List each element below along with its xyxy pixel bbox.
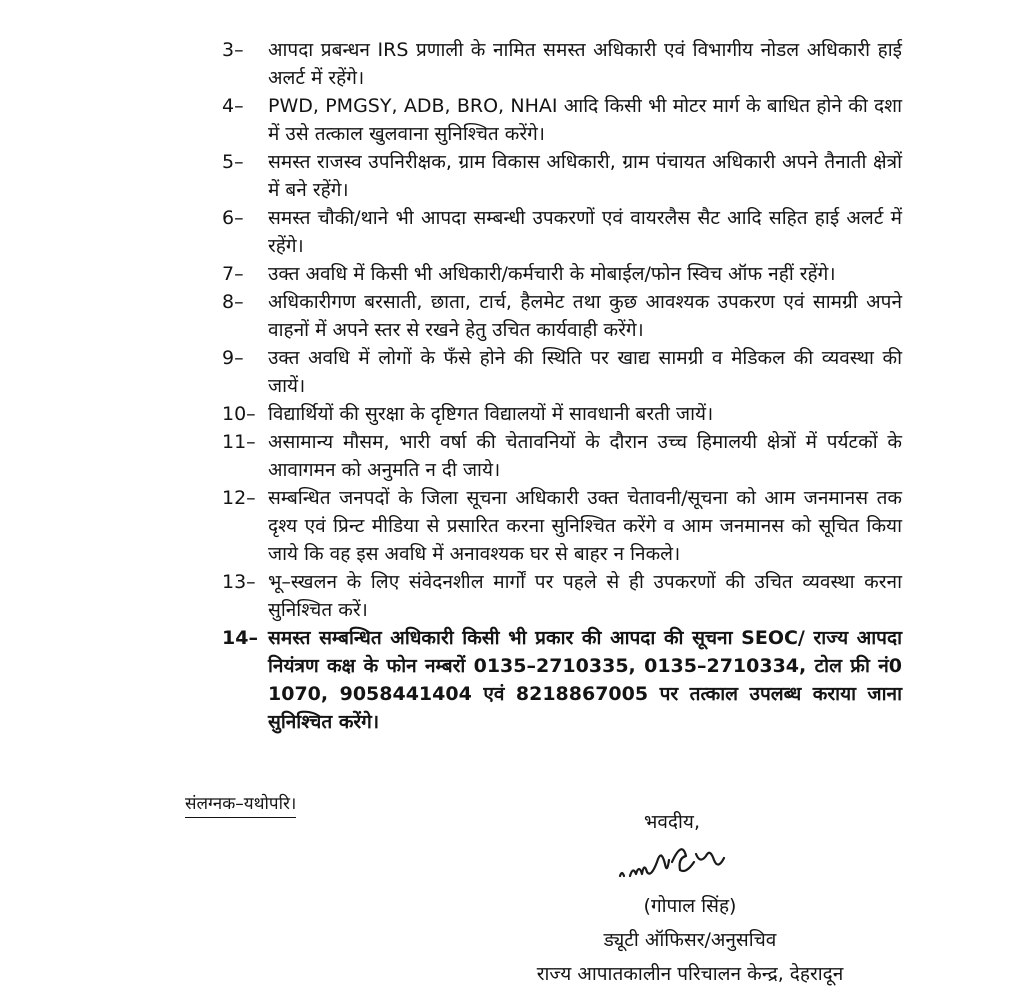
list-item (222, 36, 902, 92)
item-text: PWD, PMGSY, ADB, BRO, NHAI आदि किसी भी मोटर मार्ग के बाधित होने की दशा में उसे तत्काल खुलवाना सुनिश्चित करेंगे। (268, 95, 902, 145)
instruction-list (222, 36, 902, 736)
list-item (222, 568, 902, 624)
item-number: 6– (222, 207, 244, 229)
item-text: भू–स्खलन के लिए संवेदनशील मार्गों पर पहले से ही उपकरणों की उचित व्यवस्था करना सुनिश्चित करें। (268, 571, 902, 621)
list-item (222, 484, 902, 568)
item-number: 12– (222, 487, 256, 509)
item-number: 11– (222, 431, 256, 453)
item-text: आपदा प्रबन्धन IRS प्रणाली के नामित समस्त अधिकारी एवं विभागीय नोडल अधिकारी हाई अलर्ट में रहेंगे। (268, 39, 902, 89)
item-number: 10– (222, 403, 256, 425)
item-text: अधिकारीगण बरसाती, छाता, टार्च, हैलमेट तथा कुछ आवश्यक उपकरण एवं सामग्री अपने वाहनों में अपने स्तर से रखने हेतु उचित कार्यवाही करेंगे। (268, 291, 902, 341)
item-number: 8– (222, 291, 244, 313)
signatory-designation: ड्यूटी ऑफिसर/अनुसचिव (603, 929, 777, 951)
list-item (222, 400, 902, 428)
item-text: असामान्य मौसम, भारी वर्षा की चेतावनियों के दौरान उच्च हिमालयी क्षेत्रों में पर्यटकों के आवागमन को अनुमति न दी जाये। (268, 431, 902, 481)
item-text: सम्बन्धित जनपदों के जिला सूचना अधिकारी उक्त चेतावनी/सूचना को आम जनमानस तक दृश्य एवं प्रिन्ट मीडिया से प्रसारित करना सुनिश्चित करेंगे व आम जनमानस को सूचित किया जाये कि वह इस अवधि में अनावश्यक घर से बाहर न निकले। (268, 487, 902, 565)
signatory-name: (गोपाल सिंह) (643, 895, 737, 917)
item-text: समस्त सम्बन्धित अधिकारी किसी भी प्रकार की आपदा की सूचना SEOC/ राज्य आपदा नियंत्रण कक्ष के फोन नम्बरों 0135–2710335, 0135–2710334, टोल फ्री नं0 1070, 9058441404 एवं 8218867005 पर तत्काल उपलब्ध कराया जाना सुनिश्चित करेंगे। (268, 627, 902, 733)
list-item (222, 624, 902, 736)
list-item (222, 204, 902, 260)
item-number: 9– (222, 347, 244, 369)
list-item (222, 288, 902, 344)
item-number: 13– (222, 571, 256, 593)
item-number: 5– (222, 151, 244, 173)
signatory-office: राज्य आपातकालीन परिचालन केन्द्र, देहरादून (536, 963, 844, 985)
item-text: समस्त चौकी/थाने भी आपदा सम्बन्धी उपकरणों एवं वायरलैस सैट आदि सहित हाई अलर्ट में रहेंगे। (268, 207, 902, 257)
item-text: विद्यार्थियों की सुरक्षा के दृष्टिगत विद्यालयों में सावधानी बरती जायें। (268, 403, 714, 425)
item-number: 14– (222, 627, 258, 649)
item-number: 3– (222, 39, 244, 61)
item-text: समस्त राजस्व उपनिरीक्षक, ग्राम विकास अधिकारी, ग्राम पंचायत अधिकारी अपने तैनाती क्षेत्रों में बने रहेंगे। (268, 151, 902, 201)
item-number: 4– (222, 95, 244, 117)
item-text: उक्त अवधि में लोगों के फँसे होने की स्थिति पर खाद्य सामग्री व मेडिकल की व्यवस्था की जायें। (268, 347, 902, 397)
item-text: उक्त अवधि में किसी भी अधिकारी/कर्मचारी के मोबाईल/फोन स्विच ऑफ नहीं रहेंगे। (268, 263, 836, 285)
handwritten-signature (610, 832, 770, 892)
item-number: 7– (222, 263, 244, 285)
list-item (222, 344, 902, 400)
salutation: भवदीय, (644, 811, 700, 833)
list-item (222, 428, 902, 484)
list-item (222, 148, 902, 204)
enclosure-note: संलग्नक–यथोपरि। (185, 792, 296, 818)
list-item (222, 92, 902, 148)
list-item (222, 260, 902, 288)
